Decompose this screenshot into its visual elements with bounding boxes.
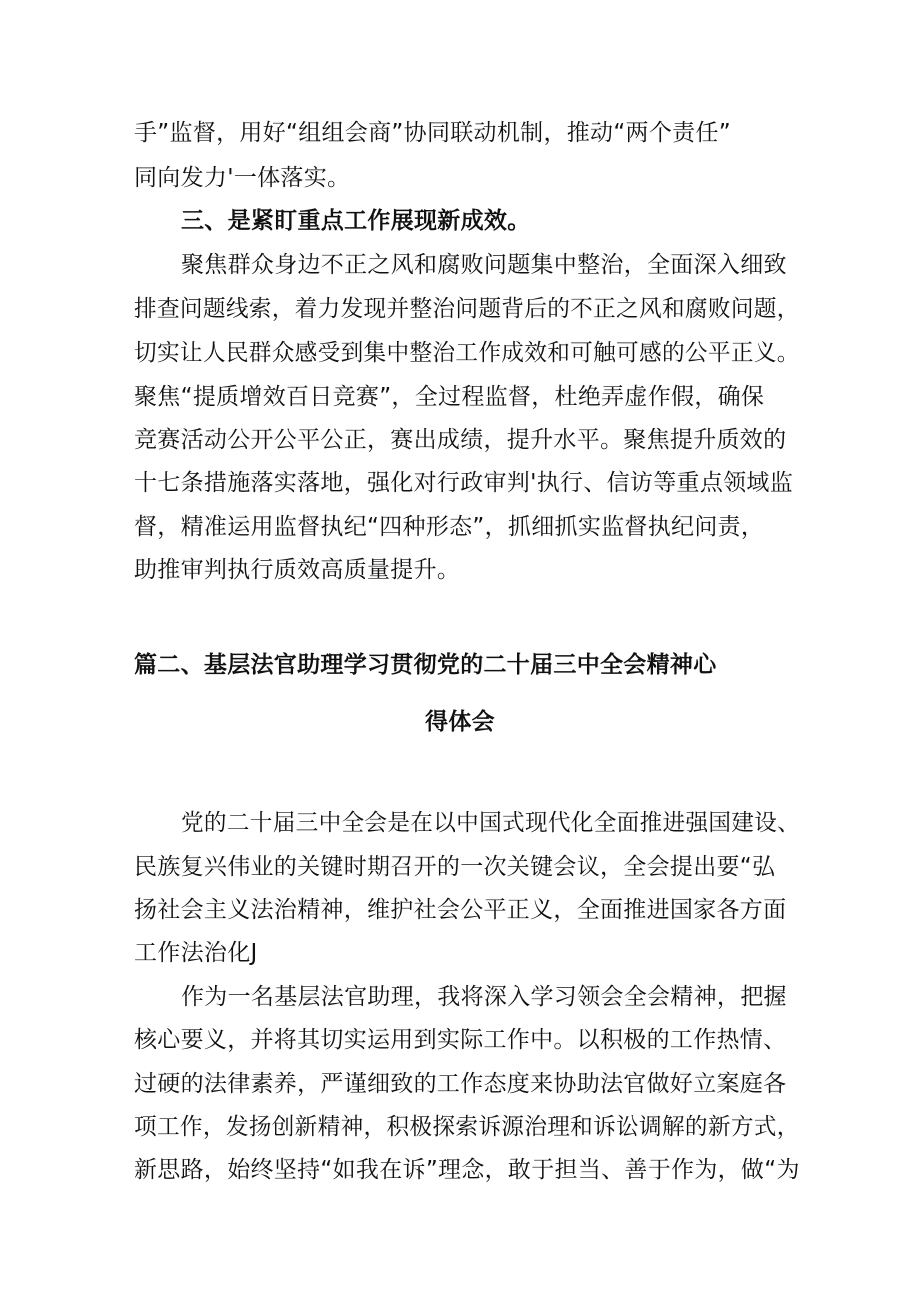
article-title: 篇二、基层法官助理学习贯彻党的二十届三中全会精神心 [134, 652, 717, 678]
paragraph-line: 聚焦“提质增效百日竞赛”，全过程监督，杜绝弄虚作假，确保 [134, 384, 765, 410]
paragraph-line: 同向发力'一体落实。 [134, 165, 351, 191]
paragraph-line: 民族复兴伟业的关键时期召开的一次关键会议，全会提出要“弘 [134, 854, 776, 880]
paragraph-line: 党的二十届三中全会是在以中国式现代化全面推进强国建设、 [181, 810, 801, 836]
paragraph-line: 扬社会主义法治精神，维护社会公平正义，全面推进国家各方面 [134, 897, 787, 923]
article-title-continuation: 得体会 [425, 709, 495, 735]
paragraph-line: 排查问题线索，着力发现并整治问题背后的不正之风和腐败问题， [134, 296, 800, 322]
paragraph-line: 作为一名基层法官助理，我将深入学习领会全会精神，把握 [181, 984, 787, 1010]
paragraph-line: 督，精准运用监督执纪“四种形态”，抓细抓实监督执纪问责， [134, 514, 765, 540]
paragraph-line: 新思路，始终坚持“如我在诉”理念，敢于担当、善于作为，做“为 [134, 1157, 800, 1183]
paragraph-line: 切实让人民群众感受到集中整治工作成效和可触可感的公平正义。 [134, 340, 800, 366]
paragraph-line: 项工作，发扬创新精神，积极探索诉源治理和诉讼调解的新方式， [134, 1114, 800, 1140]
paragraph-line: 工作法治化J [134, 940, 258, 966]
section-heading: 三、是紧盯重点工作展现新成效。 [181, 208, 531, 234]
paragraph-line: 核心要义，并将其切实运用到实际工作中。以积极的工作热情、 [134, 1027, 787, 1053]
paragraph-line: 手”监督，用好“组组会商”协同联动机制，推动“两个责任” [134, 120, 731, 146]
paragraph-line: 聚焦群众身边不正之风和腐败问题集中整治，全面深入细致 [181, 252, 787, 278]
paragraph-line: 助推审判执行质效高质量提升。 [134, 557, 461, 583]
paragraph-line: 过硬的法律素养，严谨细致的工作态度来协助法官做好立案庭各 [134, 1071, 787, 1097]
paragraph-line: 竞赛活动公开公平公正，赛出成绩，提升水平。聚焦提升质效的 [134, 427, 787, 453]
paragraph-line: 十七条措施落实落地，强化对行政审判'执行、信访等重点领域监 [134, 470, 794, 496]
